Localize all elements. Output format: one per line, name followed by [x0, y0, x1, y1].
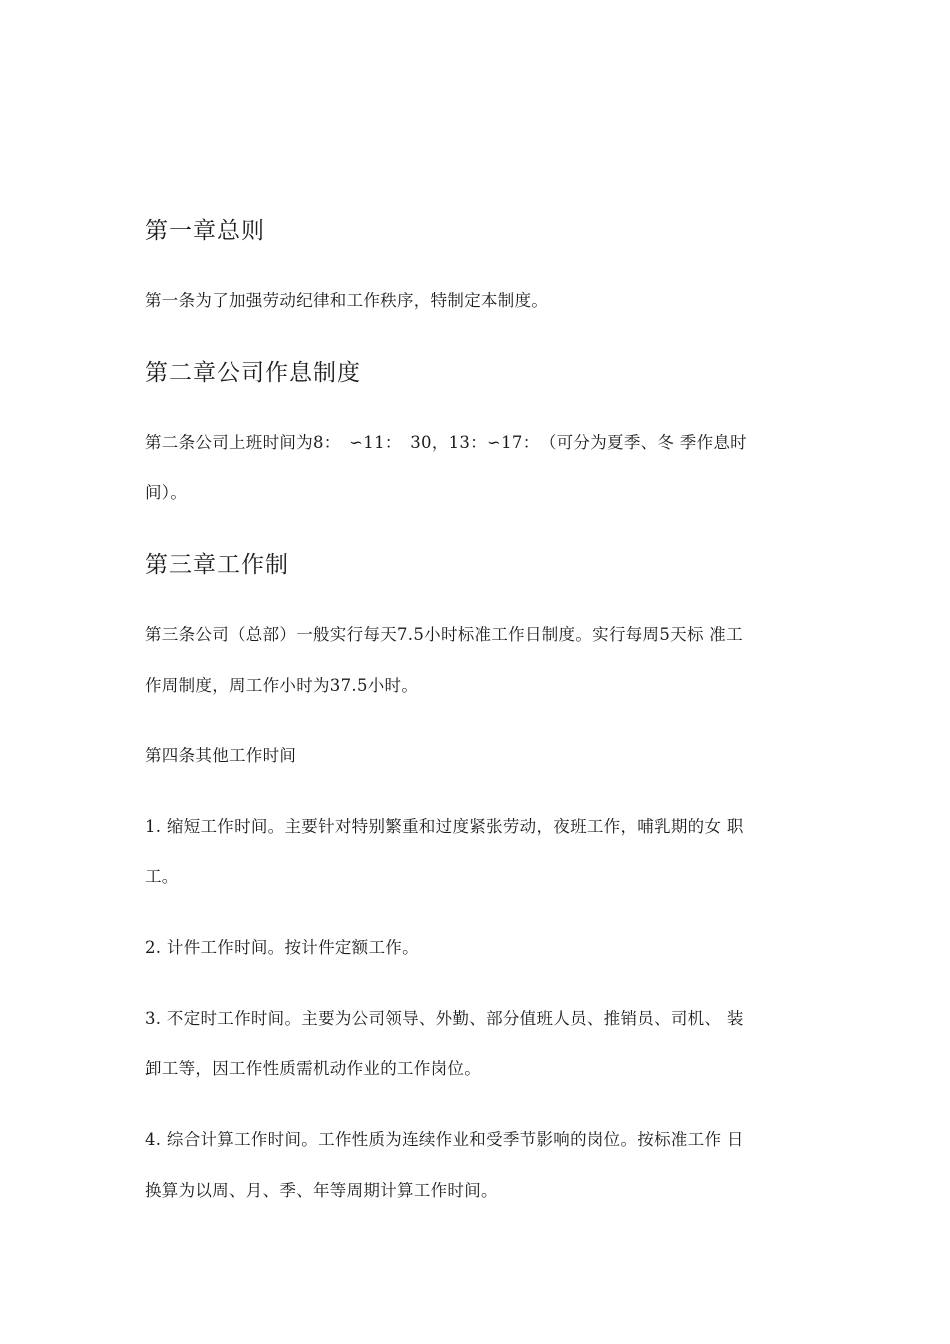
item-4-line-2: 换算为以周、月、季、年等周期计算工作时间。	[145, 1181, 498, 1200]
item-3-line-2: 卸工等，因工作性质需机动作业的工作岗位。	[145, 1059, 481, 1078]
article-3-line-1: 第三条公司（总部）一般实行每天7.5小时标准工作日制度。实行每周5天标 准工	[145, 625, 743, 644]
item-3-line-1: 3. 不定时工作时间。主要为公司领导、外勤、部分值班人员、推销员、司机、 装	[145, 1009, 744, 1028]
item-2-line-1: 2. 计件工作时间。按计件定额工作。	[145, 938, 419, 957]
article-3-line-2: 作周制度，周工作小时为37.5小时。	[145, 676, 419, 695]
chapter-3-heading: 第三章工作制	[145, 552, 289, 578]
article-4-heading: 第四条其他工作时间	[145, 746, 297, 765]
article-1-text: 第一条为了加强劳动纪律和工作秩序，特制定本制度。	[145, 291, 549, 310]
article-2-line-1: 第二条公司上班时间为8： ∽11： 30，13：∽17： （可分为夏季、冬 季作息时	[145, 433, 747, 452]
item-4-line-1: 4. 综合计算工作时间。工作性质为连续作业和受季节影响的岗位。按标准工作 日	[145, 1130, 744, 1149]
article-2-line-2: 间）。	[145, 483, 188, 502]
item-1-line-1: 1. 缩短工作时间。主要针对特别繁重和过度紧张劳动，夜班工作，哺乳期的女 职	[145, 817, 744, 836]
item-1-line-2: 工。	[145, 867, 179, 886]
chapter-2-heading: 第二章公司作息制度	[145, 360, 361, 386]
chapter-1-heading: 第一章总则	[145, 218, 265, 244]
